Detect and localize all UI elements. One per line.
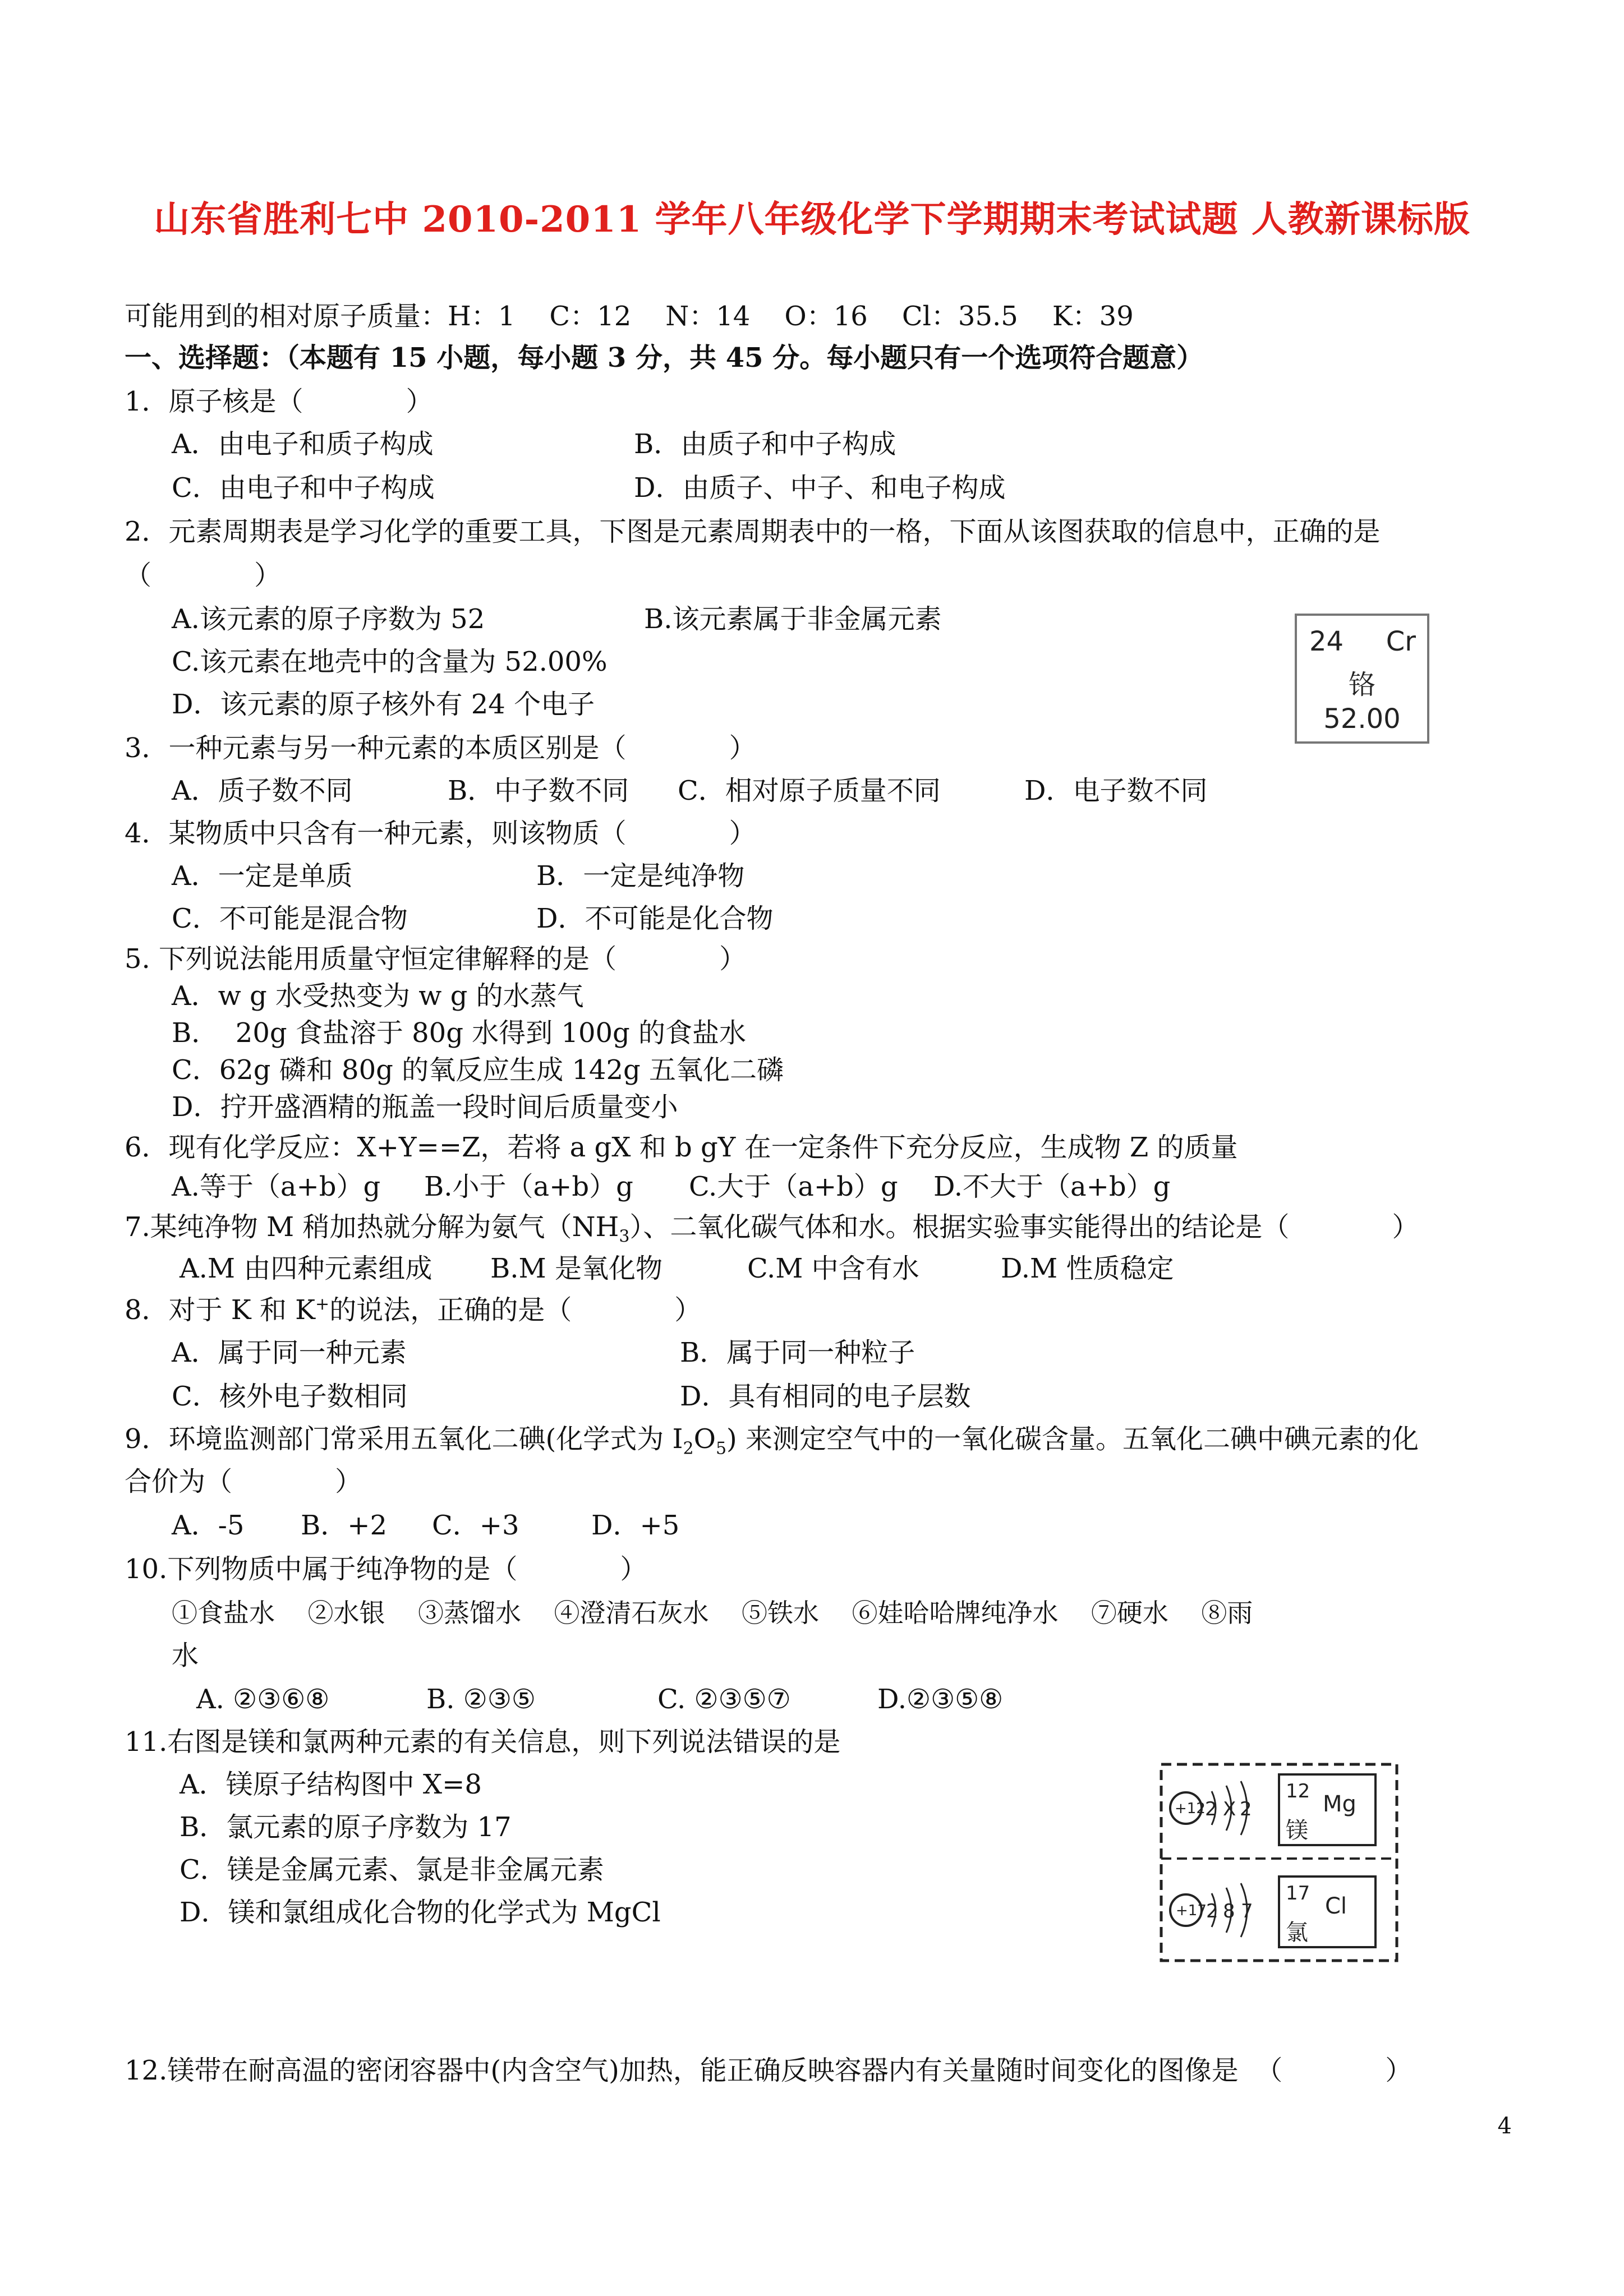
mg-number: 12 (1286, 1780, 1310, 1802)
q3-option-b: B．中子数不同 (448, 775, 629, 806)
element-mass: 52.00 (1323, 703, 1401, 735)
q10-items-2: 水 (172, 1640, 199, 1671)
question-12-stem: 12.镁带在耐高温的密闭容器中(内含空气)加热，能正确反映容器内有关量随时间变化的图像是 （ ） (125, 2055, 1413, 2086)
q5-option-c: C．62g 磷和 80g 的氧反应生成 142g 五氧化二磷 (172, 1054, 784, 1086)
q10-items: ①食盐水 ②水银 ③蒸馏水 ④澄清石灰水 ⑤铁水 ⑥娃哈哈牌纯净水 ⑦硬水 ⑧雨 (172, 1598, 1253, 1628)
question-7-stem: 7.某纯净物 M 稍加热就分解为氨气$(NH_3)$、二氧化碳气体和水。根据实验事实能得出的结论是（ ） (125, 1211, 1419, 1247)
mg-shell-3: 2 (1240, 1798, 1252, 1820)
q7-option-d: D.M 性质稳定 (1001, 1253, 1174, 1284)
q7-option-b: B.M 是氧化物 (490, 1253, 663, 1284)
figure-frame (1157, 1759, 1404, 1967)
question-8-stem: 8．对于 K 和 K+的说法，正确的是（ ） (125, 1294, 702, 1326)
q5-option-b: B． 20g 食盐溶于 80g 水得到 100g 的食盐水 (172, 1017, 747, 1049)
cl-nucleus-label: +17 (1176, 1902, 1207, 1919)
mg-cl-structure-figure (1157, 1759, 1404, 1967)
element-number: 24 (1309, 626, 1344, 657)
q1-option-a: A．由电子和质子构成 (172, 428, 434, 460)
q1-option-b: B．由质子和中子构成 (634, 428, 896, 460)
question-4-stem: 4．某物质中只含有一种元素，则该物质（ ） (125, 818, 756, 849)
q9-option-c: C．+3 (432, 1510, 519, 1541)
q5-option-a: A．w g 水受热变为 w g 的水蒸气 (172, 980, 584, 1012)
q2-option-b: B.该元素属于非金属元素 (644, 603, 942, 635)
q6-option-a: A.等于（a+b）g (172, 1171, 381, 1202)
element-name: 铬 (1348, 669, 1375, 700)
q11-option-b: B．氯元素的原子序数为 17 (180, 1811, 512, 1843)
q4-option-a: A．一定是单质 (172, 860, 353, 892)
section-header: 一、选择题：（本题有 15 小题，每小题 3 分，共 45 分。每小题只有一个选项符合题意） (125, 342, 1204, 374)
question-3-stem: 3．一种元素与另一种元素的本质区别是（ ） (125, 732, 756, 764)
q3-option-d: D．电子数不同 (1024, 775, 1208, 806)
question-6-stem: 6．现有化学反应：X+Y==Z，若将 a gX 和 b gY 在一定条件下充分反应，生成物 Z 的质量 (125, 1132, 1238, 1163)
mg-name: 镁 (1286, 1818, 1308, 1843)
cl-shell-1: 2 (1206, 1900, 1218, 1922)
question-10-stem: 10.下列物质中属于纯净物的是（ ） (125, 1553, 647, 1585)
q10-option-d: D.②③⑤⑧ (877, 1684, 1004, 1715)
element-card-chromium (1295, 614, 1429, 744)
q1-option-d: D．由质子、中子、和电子构成 (634, 472, 1006, 504)
q2-option-d: D．该元素的原子核外有 24 个电子 (172, 689, 595, 720)
mg-shell-2: X (1223, 1798, 1236, 1820)
q6-option-b: B.小于（a+b）g (424, 1171, 633, 1202)
q9-option-d: D．+5 (591, 1510, 680, 1541)
atomic-masses-line: 可能用到的相对原子质量：H：1 C：12 N：14 O：16 Cl：35.5 K：39 (125, 301, 1134, 332)
cl-symbol: Cl (1325, 1893, 1347, 1919)
q4-option-c: C．不可能是混合物 (172, 903, 408, 934)
cl-shell-3: 7 (1241, 1900, 1253, 1922)
question-2-stem: 2．元素周期表是学习化学的重要工具，下图是元素周期表中的一格，下面从该图获取的信息中，正确的是 (125, 516, 1381, 547)
cl-number: 17 (1286, 1882, 1310, 1905)
question-9-stem-2: 合价为（ ） (125, 1466, 362, 1497)
q7-option-c: C.M 中含有水 (747, 1253, 919, 1284)
q6-option-d: D.不大于（a+b）g (933, 1171, 1171, 1202)
q10-option-c: C. ②③⑤⑦ (657, 1684, 791, 1715)
element-symbol: Cr (1386, 626, 1416, 657)
q5-option-d: D．拧开盛酒精的瓶盖一段时间后质量变小 (172, 1091, 678, 1123)
q1-option-c: C．由电子和中子构成 (172, 472, 435, 504)
mg-nucleus-label: +12 (1175, 1800, 1206, 1817)
q3-option-a: A．质子数不同 (172, 775, 353, 806)
q11-option-c: C．镁是金属元素、氯是非金属元素 (180, 1854, 604, 1885)
q11-option-d: D．镁和氯组成化合物的化学式为 MgCl (180, 1897, 661, 1928)
cl-shell-2: 8 (1223, 1900, 1235, 1922)
q8-option-b: B．属于同一种粒子 (680, 1337, 915, 1368)
q10-option-a: A. ②③⑥⑧ (196, 1684, 330, 1715)
page-number: 4 (1497, 2113, 1512, 2139)
cl-name: 氯 (1286, 1920, 1308, 1945)
q8-option-d: D．具有相同的电子层数 (680, 1381, 971, 1412)
q7-option-a: A.M 由四种元素组成 (180, 1253, 433, 1284)
q8-option-a: A．属于同一种元素 (172, 1337, 407, 1368)
question-1-stem: 1．原子核是（ ） (125, 386, 433, 417)
q8-option-c: C．核外电子数相同 (172, 1381, 408, 1412)
mg-shell-1: 2 (1205, 1798, 1217, 1820)
question-5-stem: 5. 下列说法能用质量守恒定律解释的是（ ） (125, 943, 747, 975)
q2-option-c: C.该元素在地壳中的含量为 52.00% (172, 646, 608, 677)
question-2-paren: （ ） (125, 560, 282, 591)
question-9-stem: 9．环境监测部门常采用五氧化二碘(化学式为 $I_2O_5$) 来测定空气中的一氧化碳含量。五氧化二碘中碘元素的化 (125, 1423, 1419, 1459)
q4-option-b: B．一定是纯净物 (536, 860, 745, 892)
question-11-stem: 11.右图是镁和氯两种元素的有关信息，则下列说法错误的是 (125, 1726, 841, 1758)
q11-option-a: A．镁原子结构图中 X=8 (180, 1769, 482, 1800)
q10-option-b: B. ②③⑤ (426, 1684, 536, 1715)
q3-option-c: C．相对原子质量不同 (678, 775, 941, 806)
q4-option-d: D．不可能是化合物 (536, 903, 774, 934)
mg-symbol: Mg (1323, 1791, 1356, 1817)
page-title: 山东省胜利七中 2010-2011 学年八年级化学下学期期末考试试题 人教新课标版 (154, 199, 1470, 241)
q2-option-a: A.该元素的原子序数为 52 (172, 603, 485, 635)
q9-option-a: A．-5 (172, 1510, 245, 1541)
q9-option-b: B．+2 (301, 1510, 388, 1541)
q6-option-c: C.大于（a+b）g (689, 1171, 898, 1202)
